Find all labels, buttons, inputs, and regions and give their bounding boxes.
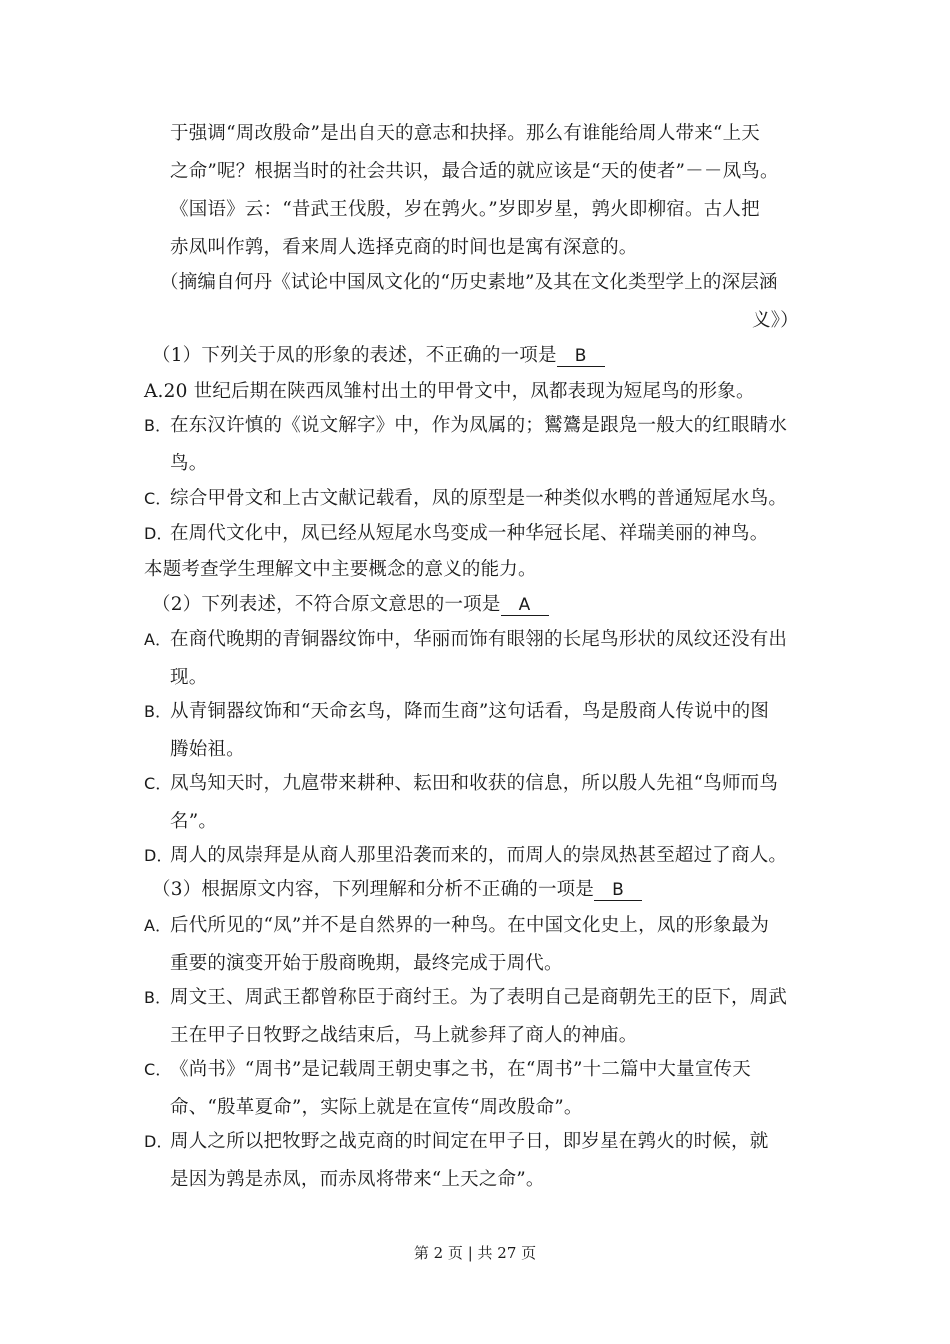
option-text: 《尚书》“周书”是记载周王朝史事之书，在“周书”十二篇中大量宣传天 [170,1059,751,1080]
option-label: C． [144,774,172,793]
option-text: 凤鸟知天时，九扈带来耕种、耘田和收获的信息，所以殷人先祖“鸟师而鸟 [170,773,779,794]
q2-option-c-cont: 名”。 [170,811,218,832]
option-text: 后代所见的“凤”并不是自然界的一种鸟。在中国文化史上，凤的形象最为 [170,915,770,936]
q1-option-b [144,414,787,438]
question-1-stem [152,344,605,368]
q2-option-b-cont: 腾始祖。 [170,739,245,760]
page-footer: 第 2 页 | 共 27 页 [413,1244,537,1262]
option-text: 综合甲骨文和上古文献记载看，凤的原型是一种类似水鸭的普通短尾水鸟。 [170,488,788,509]
q1-option-b-cont: 鸟。 [170,453,208,474]
q1-option-a: A.20 世纪后期在陕西凤雏村出土的甲骨文中，凤都表现为短尾鸟的形象。 [144,381,755,402]
passage-line: 于强调“周改殷命”是出自天的意志和抉择。那么有谁能给周人带来“上天 [170,123,760,144]
option-label: C． [144,489,172,508]
option-text: 从青铜器纹饰和“天命玄鸟，降而生商”这句话看，鸟是殷商人传说中的图 [170,701,770,722]
option-label: A． [144,630,172,649]
passage-line: 之命”呢？根据当时的社会共识，最合适的就应该是“天的使者”－－凤鸟。 [170,161,779,182]
option-label: B． [144,702,172,721]
passage-line: 《国语》云：“昔武王伐殷，岁在鹑火。”岁即岁星，鹑火即柳宿。古人把 [170,199,760,220]
question-2-answer: A [501,595,549,616]
option-label: B． [144,988,172,1007]
option-text: 在周代文化中，凤已经从短尾水鸟变成一种华冠长尾、祥瑞美丽的神鸟。 [170,523,769,544]
q1-option-d [144,522,768,546]
question-1-text: （1）下列关于凤的形象的表述，不正确的一项是 [152,345,557,366]
q3-option-a [144,914,769,938]
question-3-answer: B [594,880,642,901]
option-text: 在商代晚期的青铜器纹饰中，华丽而饰有眼翎的长尾鸟形状的凤纹还没有出 [170,629,788,650]
q3-option-b-cont: 王在甲子日牧野之战结束后，马上就参拜了商人的神庙。 [170,1025,638,1046]
option-label: C． [144,1060,172,1079]
question-2-text: （2）下列表述，不符合原文意思的一项是 [152,594,501,615]
q2-option-a-cont: 现。 [170,667,208,688]
q2-option-a [144,628,787,652]
passage-line: 赤凤叫作鹑，看来周人选择克商的时间也是寓有深意的。 [170,237,638,258]
source-citation-end: 义》） [752,310,799,331]
source-citation: （摘编自何丹《试论中国凤文化的“历史素地”及其在文化类型学上的深层涵 [160,272,778,293]
option-label: D． [144,524,173,543]
option-text: 周人的凤崇拜是从商人那里沿袭而来的，而周人的崇凤热甚至超过了商人。 [170,845,788,866]
q3-option-a-cont: 重要的演变开始于殷商晚期，最终完成于周代。 [170,953,563,974]
q1-analysis: 本题考查学生理解文中主要概念的意义的能力。 [144,559,537,580]
option-label: B． [144,416,172,435]
q3-option-d-cont: 是因为鹑是赤凤，而赤凤将带来“上天之命”。 [170,1169,545,1190]
option-label: A． [144,916,172,935]
q3-option-d [144,1130,768,1154]
q1-option-c [144,487,787,511]
q2-option-d [144,844,787,868]
question-3-stem [152,878,642,902]
question-2-stem [152,593,549,617]
option-label: D． [144,846,173,865]
option-label: D． [144,1132,173,1151]
option-text: 周文王、周武王都曾称臣于商纣王。为了表明自己是商朝先王的臣下，周武 [170,987,788,1008]
question-1-answer: B [557,346,605,367]
q2-option-b [144,700,769,724]
q2-option-c [144,772,778,796]
q3-option-b [144,986,787,1010]
question-3-text: （3）根据原文内容，下列理解和分析不正确的一项是 [152,879,595,900]
q3-option-c [144,1058,751,1082]
option-text: 周人之所以把牧野之战克商的时间定在甲子日，即岁星在鹑火的时候，就 [170,1131,769,1152]
option-text: 在东汉许慎的《说文解字》中，作为凤属的；鸑鷟是跟凫一般大的红眼睛水 [170,415,788,436]
q3-option-c-cont: 命、“殷革夏命”，实际上就是在宣传“周改殷命”。 [170,1097,583,1118]
